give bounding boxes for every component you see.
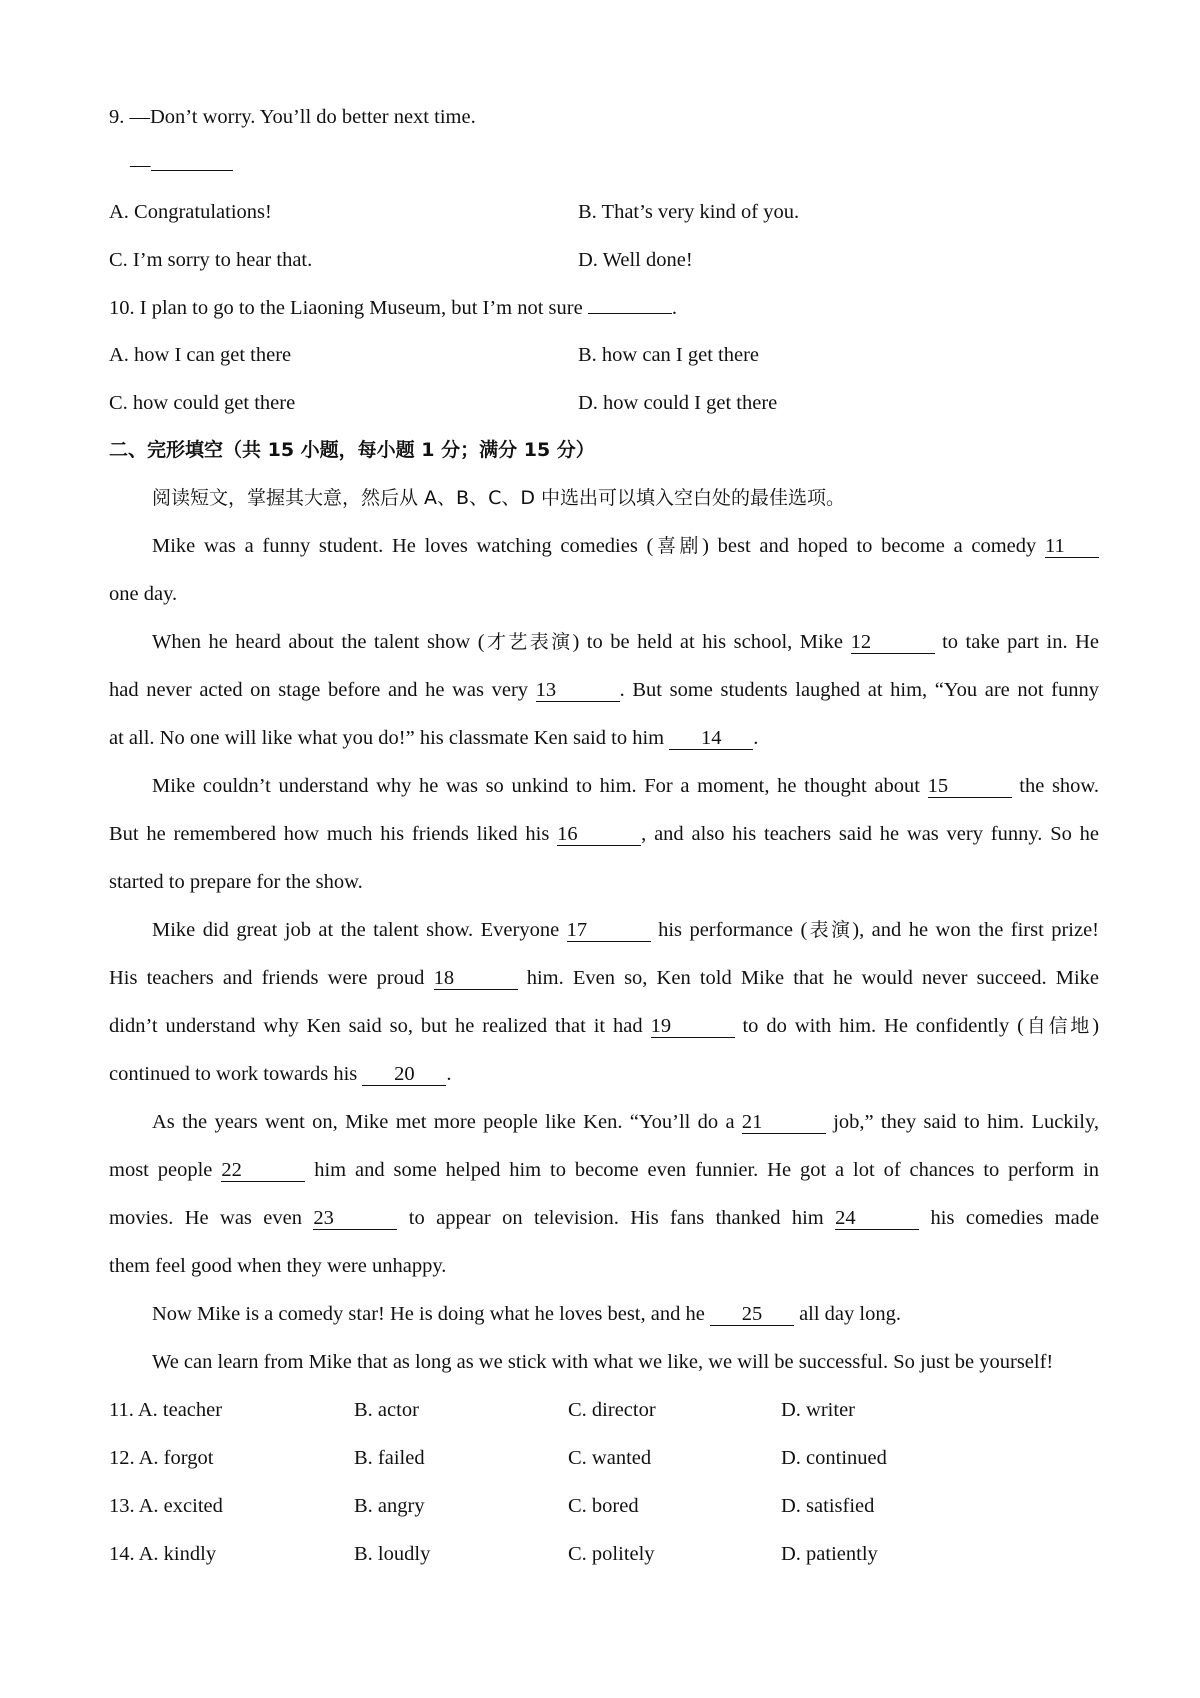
text: his comedies made — [930, 1207, 1100, 1229]
passage-line — [152, 772, 1099, 800]
choice-row-13 — [109, 1492, 1099, 1520]
blank-25: 25 — [710, 1303, 794, 1326]
choice-c: C. politely — [568, 1543, 655, 1565]
text: As the years went on, Mike met more people like Ken. “You’ll do a — [152, 1111, 735, 1133]
text: to take part in. He — [942, 631, 1100, 653]
q9-option-b: B. That’s very kind of you. — [578, 201, 800, 223]
blank-17: 17 — [567, 919, 651, 942]
text: job,” they said to him. Luckily, — [833, 1111, 1099, 1133]
question-10-options-row2 — [109, 389, 1099, 417]
cjk-gloss: 喜剧 — [653, 535, 703, 557]
choice-a: 11. A. teacher — [109, 1399, 223, 1421]
choice-d: D. patiently — [781, 1543, 878, 1565]
text: to appear on television. His fans thanked him — [408, 1207, 824, 1229]
passage-line — [109, 1204, 1099, 1232]
blank-11: 11 — [1045, 535, 1099, 558]
text: Mike was a funny student. He loves watching comedies ( — [152, 535, 654, 557]
blank-15: 15 — [928, 775, 1012, 798]
text: ) best and hoped to become a comedy — [702, 535, 1037, 557]
passage-line — [109, 676, 1099, 704]
passage-line: started to prepare for the show. — [109, 871, 363, 893]
text: movies. He was even — [109, 1207, 302, 1229]
passage-line — [109, 1060, 452, 1088]
choice-b: B. actor — [354, 1399, 419, 1421]
choice-b: B. loudly — [354, 1543, 431, 1565]
section-heading: 二、完形填空（共 15 小题，每小题 1 分；满分 15 分） — [109, 439, 595, 461]
blank-14: 14 — [669, 727, 753, 750]
text: His teachers and friends were proud — [109, 967, 425, 989]
section-instruction: 阅读短文，掌握其大意，然后从 A、B、C、D 中选出可以填入空白处的最佳选项。 — [152, 487, 846, 509]
passage-line — [152, 1108, 1099, 1136]
passage-line — [109, 964, 1099, 992]
passage-line — [109, 1156, 1099, 1184]
question-9-options-row1 — [109, 198, 1099, 226]
choice-c: C. bored — [568, 1495, 639, 1517]
text: Now Mike is a comedy star! He is doing what he loves best, and he — [152, 1303, 705, 1325]
q10-option-c: C. how could get there — [109, 392, 296, 414]
choice-c: C. director — [568, 1399, 656, 1421]
q9-option-d: D. Well done! — [578, 249, 693, 271]
cjk-gloss: 自信地 — [1024, 1015, 1093, 1037]
passage-line: them feel good when they were unhappy. — [109, 1255, 447, 1277]
text: . — [446, 1063, 452, 1085]
text: to do with him. He confidently ( — [742, 1015, 1024, 1037]
passage-line — [109, 1012, 1099, 1040]
q10-option-d: D. how could I get there — [578, 392, 778, 414]
passage-line — [109, 820, 1099, 848]
q9-option-c: C. I’m sorry to hear that. — [109, 249, 313, 271]
q10-blank — [588, 293, 672, 314]
text: ), and he won the first prize! — [852, 919, 1100, 941]
text: ) — [1092, 1015, 1100, 1037]
choice-a: 14. A. kindly — [109, 1543, 217, 1565]
question-10-options-row1 — [109, 341, 1099, 369]
blank-22: 22 — [221, 1159, 305, 1182]
blank-12: 12 — [851, 631, 935, 654]
passage-line — [152, 1300, 901, 1328]
passage-line: We can learn from Mike that as long as we stick with what we like, we will be successful. So just be yourself! — [152, 1351, 1054, 1373]
text: continued to work towards his — [109, 1063, 358, 1085]
blank-13: 13 — [536, 679, 620, 702]
text: most people — [109, 1159, 213, 1181]
choice-d: D. continued — [781, 1447, 887, 1469]
text: his performance ( — [658, 919, 808, 941]
blank-20: 20 — [362, 1063, 446, 1086]
question-9-text: 9. —Don’t worry. You’ll do better next time. — [109, 106, 476, 128]
blank-24: 24 — [835, 1207, 919, 1230]
question-10-stem — [109, 293, 677, 322]
question-9-options-row2 — [109, 246, 1099, 274]
cjk-gloss: 才艺表演 — [484, 631, 573, 653]
q10-option-b: B. how can I get there — [578, 344, 760, 366]
passage-line — [109, 724, 758, 752]
text: the show. — [1019, 775, 1100, 797]
choice-b: B. failed — [354, 1447, 425, 1469]
blank-19: 19 — [651, 1015, 735, 1038]
text: ) to be held at his school, Mike — [572, 631, 844, 653]
text: But he remembered how much his friends liked his — [109, 823, 550, 845]
text: didn’t understand why Ken said so, but he realized that it had — [109, 1015, 643, 1037]
passage-line — [152, 628, 1099, 656]
choice-d: D. writer — [781, 1399, 856, 1421]
choice-row-11 — [109, 1396, 1099, 1424]
choice-c: C. wanted — [568, 1447, 652, 1469]
blank-23: 23 — [313, 1207, 397, 1230]
reply-dash: — — [130, 154, 151, 176]
question-9-stem — [109, 103, 476, 131]
passage-line — [152, 532, 1099, 560]
text: . But some students laughed at him, “You are not funny — [619, 679, 1099, 701]
choice-b: B. angry — [354, 1495, 425, 1517]
q10-text: 10. I plan to go to the Liaoning Museum, but I’m not sure — [109, 297, 583, 319]
text: . — [753, 727, 759, 749]
passage-line — [152, 916, 1099, 944]
cjk-gloss: 表演 — [807, 919, 853, 941]
text: at all. No one will like what you do!” his classmate Ken said to him — [109, 727, 665, 749]
q10-option-a: A. how I can get there — [109, 344, 292, 366]
choice-a: 13. A. excited — [109, 1495, 223, 1517]
choice-row-12 — [109, 1444, 1099, 1472]
choice-a: 12. A. forgot — [109, 1447, 214, 1469]
passage-line: one day. — [109, 583, 178, 605]
choice-row-14 — [109, 1540, 1099, 1568]
text: all day long. — [799, 1303, 901, 1325]
text: had never acted on stage before and he was very — [109, 679, 529, 701]
blank-18: 18 — [434, 967, 518, 990]
text: Mike did great job at the talent show. Everyone — [152, 919, 560, 941]
text: When he heard about the talent show ( — [152, 631, 485, 653]
exam-page — [109, 0, 1099, 1698]
text: Mike couldn’t understand why he was so unkind to him. For a moment, he thought about — [152, 775, 920, 797]
answer-blank — [151, 150, 233, 171]
q10-period: . — [671, 297, 677, 319]
blank-21: 21 — [742, 1111, 826, 1134]
text: him and some helped him to become even funnier. He got a lot of chances to perform in — [314, 1159, 1100, 1181]
choice-d: D. satisfied — [781, 1495, 875, 1517]
text: , and also his teachers said he was very funny. So he — [641, 823, 1099, 845]
question-9-reply — [130, 150, 233, 179]
blank-16: 16 — [557, 823, 641, 846]
q9-option-a: A. Congratulations! — [109, 201, 272, 223]
text: him. Even so, Ken told Mike that he would never succeed. Mike — [526, 967, 1099, 989]
